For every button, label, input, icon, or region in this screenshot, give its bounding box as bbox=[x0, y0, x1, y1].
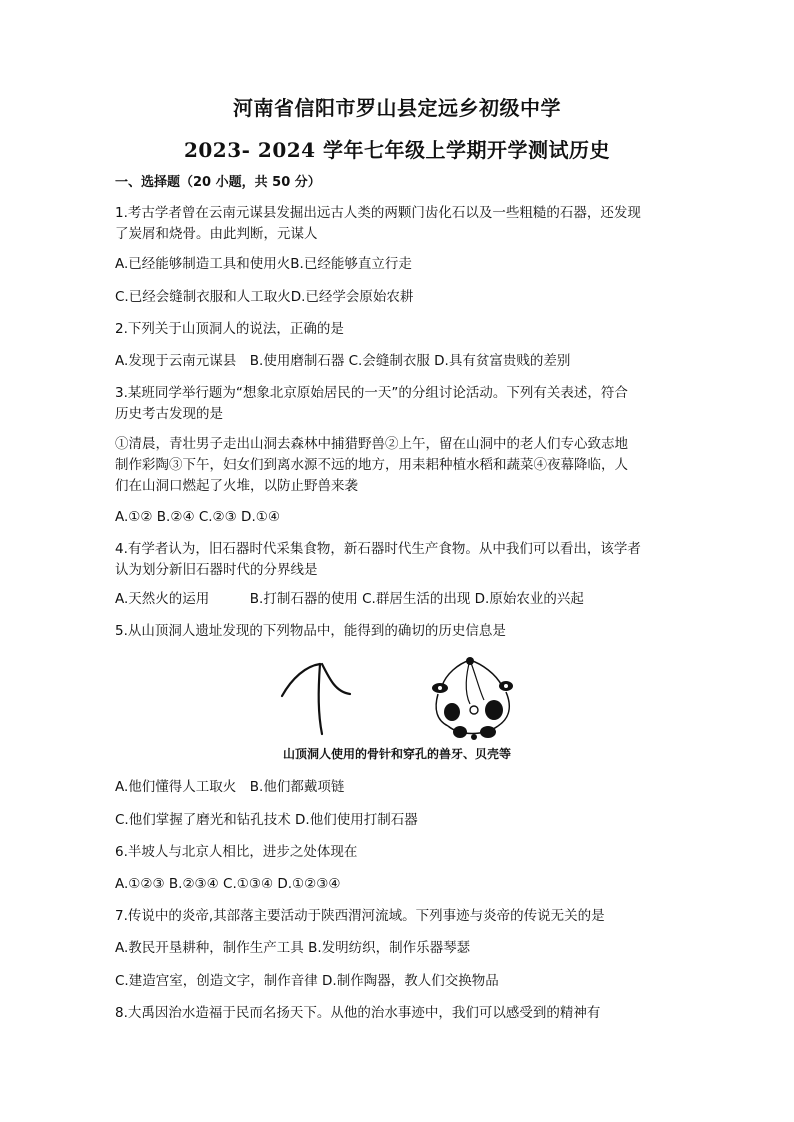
question-7-stem: 7.传说中的炎帝,其部落主要活动于陕西渭河流域。下列事迹与炎帝的传说无关的是 bbox=[115, 908, 605, 924]
question-6-stem: 6.半坡人与北京人相比，进步之处体现在 bbox=[115, 844, 358, 860]
question-1-stem-line: 了炭屑和烧骨。由此判断，元谋人 bbox=[115, 226, 318, 242]
question-4-stem-line: 4.有学者认为，旧石器时代采集食物，新石器时代生产食物。从中我们可以看出，该学者 bbox=[115, 541, 641, 557]
question-5-options-row1: A.他们懂得人工取火 B.他们都戴项链 bbox=[115, 779, 345, 795]
school-title: 河南省信阳市罗山县定远乡初级中学 bbox=[233, 96, 561, 120]
question-3-material-line: 制作彩陶③下午，妇女们到离水源不远的地方，用耒耜种植水稻和蔬菜④夜幕降临，人 bbox=[115, 457, 628, 473]
figure-caption: 山顶洞人使用的骨针和穿孔的兽牙、贝壳等 bbox=[282, 747, 511, 761]
question-4-stem bbox=[115, 539, 690, 581]
question-3-stem-line: 历史考古发现的是 bbox=[115, 406, 223, 422]
question-7-options-row1: A.教民开垦耕种，制作生产工具 B.发明纺织，制作乐器琴瑟 bbox=[115, 940, 471, 956]
section-heading: 一、选择题（20 小题，共 50 分） bbox=[115, 175, 321, 190]
question-3-options: A.①② B.②④ C.②③ D.①④ bbox=[115, 509, 280, 525]
question-4-stem-line: 认为划分新旧石器时代的分界线是 bbox=[115, 562, 318, 578]
question-8-stem: 8.大禹因治水造福于民而名扬天下。从他的治水事迹中，我们可以感受到的精神有 bbox=[115, 1005, 601, 1021]
question-5-options-row2: C.他们掌握了磨光和钻孔技术 D.他们使用打制石器 bbox=[115, 812, 418, 828]
question-1-stem bbox=[115, 203, 690, 245]
question-1-options-row2: C.已经会缝制衣服和人工取火D.已经学会原始农耕 bbox=[115, 289, 414, 305]
question-3-stem-line: 3.某班同学举行题为“想象北京原始居民的一天”的分组讨论活动。下列有关表述，符合 bbox=[115, 385, 628, 401]
question-3-stem bbox=[115, 383, 690, 425]
question-4-options: A.天然火的运用 B.打制石器的使用 C.群居生活的出现 D.原始农业的兴起 bbox=[115, 591, 584, 607]
question-1-options-row1: A.已经能够制造工具和使用火B.已经能够直立行走 bbox=[115, 256, 412, 272]
question-3-material-line: 们在山洞口燃起了火堆，以防止野兽来袭 bbox=[115, 478, 358, 494]
question-2-options: A.发现于云南元谋县 B.使用磨制石器 C.会缝制衣服 D.具有贫富贵贱的差别 bbox=[115, 353, 571, 369]
question-2-stem: 2.下列关于山顶洞人的说法，正确的是 bbox=[115, 321, 344, 337]
bone-needle-image bbox=[282, 664, 350, 734]
exam-title: 2023- 2024 学年七年级上学期开学测试历史 bbox=[183, 138, 611, 162]
question-1-stem-line: 1.考古学者曾在云南元谋县发掘出远古人类的两颗门齿化石以及一些粗糙的石器，还发现 bbox=[115, 205, 641, 221]
question-7-options-row2: C.建造宫室，创造文字，制作音律 D.制作陶器，教人们交换物品 bbox=[115, 973, 499, 989]
question-6-options: A.①②③ B.②③④ C.①③④ D.①②③④ bbox=[115, 876, 341, 892]
necklace-image bbox=[432, 657, 513, 740]
question-3-material-line: ①清晨，青壮男子走出山洞去森林中捕猎野兽②上午，留在山洞中的老人们专心致志地 bbox=[115, 436, 628, 452]
question-3-material bbox=[115, 434, 690, 497]
question-5-stem: 5.从山顶洞人遗址发现的下列物品中，能得到的确切的历史信息是 bbox=[115, 623, 506, 639]
